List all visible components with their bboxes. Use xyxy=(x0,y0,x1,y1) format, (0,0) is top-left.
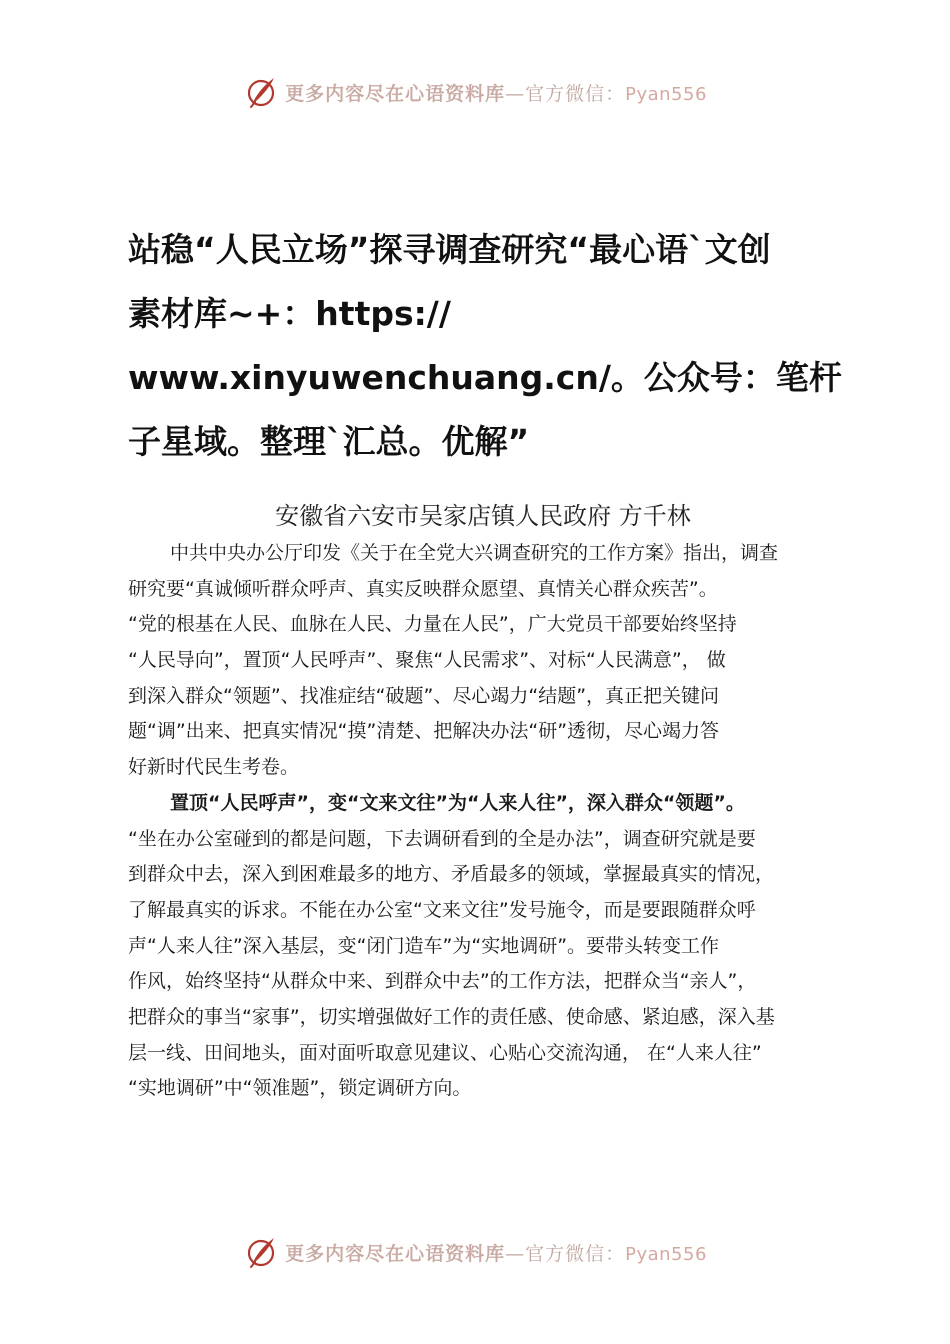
body-line: 题“调”出来、把真实情况“摸”清楚、把解决办法“研”透彻，尽心竭力答 xyxy=(128,720,720,743)
title-line: 子星域。整理`汇总。优解” xyxy=(128,422,530,461)
banner-wechat-handle: Pyan556 xyxy=(625,1243,707,1265)
title-line: 素材库~+：https:// xyxy=(128,294,451,333)
paragraph-1 xyxy=(128,536,840,786)
body-line: “实地调研”中“领准题”，锁定调研方向。 xyxy=(128,1077,472,1100)
banner-main-text: 更多内容尽在心语资料库 xyxy=(285,82,506,105)
body-line: 层一线、田间地头，面对面听取意见建议、心贴心交流沟通， 在“人来人往” xyxy=(128,1041,762,1064)
footer-banner xyxy=(0,1230,950,1274)
document-body xyxy=(128,536,840,1107)
quill-logo-icon xyxy=(243,1234,279,1270)
author-line: 安徽省六安市吴家店镇人民政府 方千林 xyxy=(275,502,691,530)
body-line: “党的根基在人民、血脉在人民、力量在人民”，广大党员干部要始终坚持 xyxy=(128,613,737,636)
section-heading: 置顶“人民呼声”，变“文来文往”为“人来人往”，深入群众“领题”。 xyxy=(170,791,745,814)
body-line: 研究要“真诚倾听群众呼声、真实反映群众愿望、真情关心群众疾苦”。 xyxy=(128,577,718,600)
quill-logo-icon xyxy=(243,74,279,110)
body-line: “坐在办公室碰到的都是问题，下去调研看到的全是办法”，调查研究就是要 xyxy=(128,827,756,850)
body-line: 作风，始终坚持“从群众中来、到群众中去”的工作方法，把群众当“亲人”， xyxy=(128,970,757,993)
banner-text xyxy=(285,1239,707,1266)
body-line: 声“人来人往”深入基层，变“闭门造车”为“实地调研”。要带头转变工作 xyxy=(128,934,720,957)
banner-wechat-handle: Pyan556 xyxy=(625,83,707,105)
header-banner xyxy=(0,70,950,114)
banner-wechat-label: —官方微信： xyxy=(505,82,626,105)
title-line: www.xinyuwenchuang.cn/。公众号：笔杆 xyxy=(128,358,842,397)
body-line: 到深入群众“领题”、找准症结“破题”、尽心竭力“结题”，真正把关键问 xyxy=(128,684,720,707)
title-line: 站稳“人民立场”探寻调查研究“最心语`文创 xyxy=(128,230,771,269)
body-line: 了解最真实的诉求。不能在办公室“文来文往”发号施令，而是要跟随群众呼 xyxy=(128,898,756,921)
body-line: 中共中央办公厅印发《关于在全党大兴调查研究的工作方案》指出，调查 xyxy=(170,542,779,564)
banner-main-text: 更多内容尽在心语资料库 xyxy=(285,1242,506,1265)
paragraph-2 xyxy=(128,786,840,1107)
body-line: 到群众中去，深入到困难最多的地方、矛盾最多的领域，掌握最真实的情况， xyxy=(128,863,775,886)
body-line: “人民导向”，置顶“人民呼声”、聚焦“人民需求”、对标“人民满意”， 做 xyxy=(128,649,726,672)
document-title xyxy=(128,218,848,474)
banner-wechat-label: —官方微信： xyxy=(505,1242,626,1265)
banner-text xyxy=(285,79,707,106)
body-line: 好新时代民生考卷。 xyxy=(128,756,300,779)
body-line: 把群众的事当“家事”，切实增强做好工作的责任感、使命感、紧迫感，深入基 xyxy=(128,1005,775,1028)
